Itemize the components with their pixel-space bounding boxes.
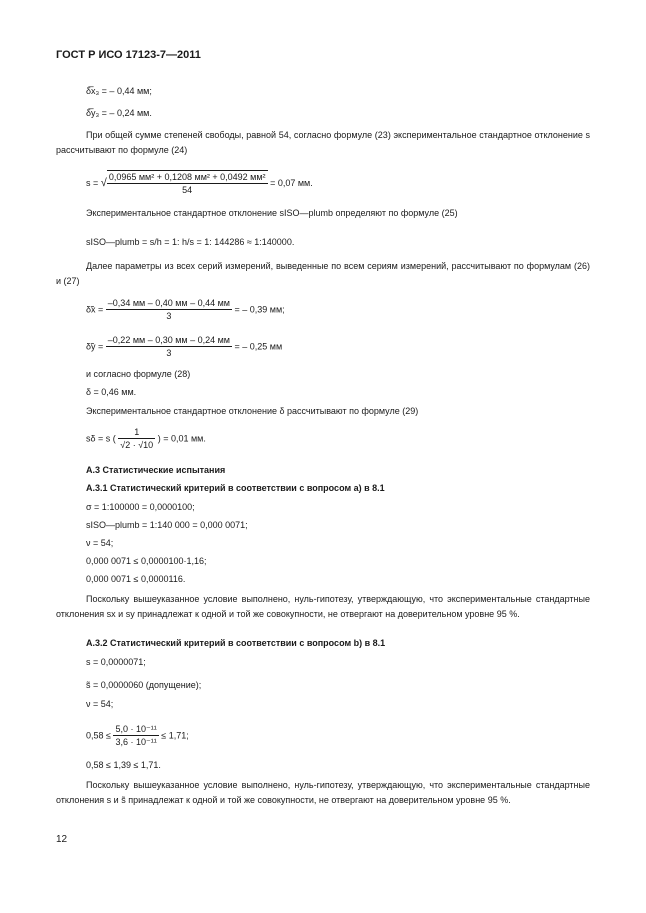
paragraph-formula-29: Экспериментальное стандартное отклонение δ рассчитывают по формуле (29) (86, 406, 419, 416)
paragraph-formula-28: и согласно формуле (28) (86, 369, 191, 379)
inequality-line-2: 0,000 0071 ≤ 0,0000116. (86, 574, 186, 584)
s-iso-line: sISO—plumb = 1:140 000 = 0,000 0071; (86, 520, 248, 530)
section-a32-heading: А.3.2 Статистический критерий в соответствии с вопросом b) в 8.1 (86, 638, 386, 648)
formula-27 (86, 334, 282, 359)
formula-27-numerator: –0,22 мм – 0,30 мм – 0,24 мм (107, 335, 230, 345)
formula-29 (86, 426, 206, 451)
formula-29-rhs: ) = 0,01 мм. (157, 433, 206, 444)
formula-26-rhs: = – 0,39 мм; (234, 304, 285, 315)
s-line: s = 0,0000071; (86, 657, 146, 667)
paragraph-degrees-of-freedom: При общей сумме степеней свободы, равной 54, согласно формуле (23) экспериментальное стандартное отклонение s рассчитывают по формуле (24) (56, 130, 590, 155)
nu-line-2: ν = 54; (86, 699, 114, 709)
dx3-line: δ̅x₃ = – 0,44 мм; (86, 86, 152, 96)
formula-29-numerator: 1 (118, 426, 155, 439)
formula-28: δ = 0,46 мм. (86, 387, 137, 397)
formula-24-rhs: = 0,07 мм. (270, 178, 313, 188)
formula-ratio-lhs: 0,58 ≤ (86, 730, 111, 741)
formula-24-denominator: 54 (182, 185, 193, 195)
formula-26-lhs: δ̃x = (86, 304, 104, 315)
formula-ratio-numerator: 5,0 · 10⁻¹¹ (115, 724, 157, 734)
formula-27-lhs: δ̃y = (86, 341, 104, 352)
dy3-line: δ̅y₃ = – 0,24 мм. (86, 108, 152, 118)
formula-26-denominator: 3 (166, 311, 172, 321)
paragraph-hypothesis-1: Поскольку вышеуказанное условие выполнено, нуль-гипотезу, утверждающую, что экспериментальные стандартные отклонения sx и sy принадлежат к одной и той же совокупности, не отвергают на доверительном уровне 95 %. (56, 594, 590, 619)
formula-ratio (86, 723, 189, 748)
formula-25: sISO—plumb = s/h = 1: h/s = 1: 144286 ≈ 1:140000. (86, 237, 295, 247)
formula-29-denominator: √2 · √10 (120, 440, 154, 450)
section-a3-heading: А.3 Статистические испытания (86, 465, 226, 475)
paragraph-hypothesis-2: Поскольку вышеуказанное условие выполнено, нуль-гипотезу, утверждающую, что экспериментальные стандартные отклонения s и s̃ принадлежат к одной и той же совокупности, не отвергают на доверительном уровне 95 %. (56, 780, 590, 805)
paragraph-all-series: Далее параметры из всех серий измерений, выведенные по всем сериям измерений, рассчитывают по формулам (26) и (27) (56, 261, 590, 286)
page-number: 12 (56, 834, 68, 845)
section-a31-heading: А.3.1 Статистический критерий в соответствии с вопросом а) в 8.1 (86, 483, 385, 493)
paragraph-iso-plumb: Экспериментальное стандартное отклонение sISO—plumb определяют по формуле (25) (86, 208, 458, 218)
formula-29-lhs: sδ = s ( (86, 433, 116, 444)
formula-26 (86, 297, 285, 322)
s-tilde-line: s̃ = 0,0000060 (допущение); (86, 680, 202, 690)
formula-26-numerator: –0,34 мм – 0,40 мм – 0,44 мм (107, 298, 230, 308)
nu-line-1: ν = 54; (86, 538, 114, 548)
document-header: ГОСТ Р ИСО 17123-7—2011 (56, 49, 201, 61)
formula-27-denominator: 3 (166, 348, 172, 358)
formula-24: s = √ $\frac{\text{0,0965 мм² + 0,1208 мм² + 0,0492 мм²}}{54}$ = 0,07 мм. (86, 172, 313, 195)
sigma-line: σ = 1:100000 = 0,0000100; (86, 502, 195, 512)
formula-ratio-rhs: ≤ 1,71; (161, 730, 189, 741)
formula-24-lhs: s = (86, 178, 99, 188)
formula-24-numerator: 0,0965 мм² + 0,1208 мм² + 0,0492 мм² (108, 172, 266, 182)
inequality-line-1: 0,000 0071 ≤ 0,0000100·1,16; (86, 556, 207, 566)
final-inequality: 0,58 ≤ 1,39 ≤ 1,71. (86, 760, 161, 770)
formula-24-fraction (107, 170, 268, 196)
formula-27-rhs: = – 0,25 мм (234, 341, 283, 352)
formula-ratio-denominator: 3,6 · 10⁻¹¹ (115, 737, 157, 747)
